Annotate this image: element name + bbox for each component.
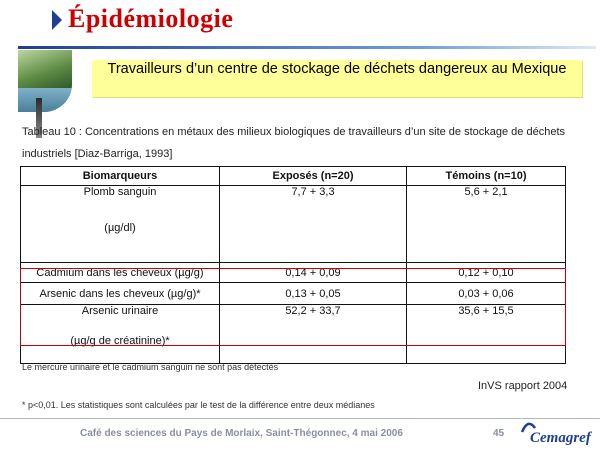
cell-exposes: 7,7 + 3,3 — [220, 186, 407, 263]
footer-text: Café des sciences du Pays de Morlaix, Saint-Thégonnec, 4 mai 2006 — [80, 428, 403, 439]
biomarker-unit: (µg/g de créatinine)* — [70, 335, 170, 347]
footer-divider — [0, 418, 600, 419]
subtitle-box: Travailleurs d’un centre de stockage de déchets dangereux au Mexique — [92, 60, 582, 97]
table-header-row — [21, 167, 566, 186]
logo-text: Cemagref — [530, 430, 591, 446]
cemagref-logo — [520, 418, 600, 450]
title-chevron-icon — [52, 10, 62, 30]
table-row — [21, 263, 566, 283]
cell-exposes: 0,14 + 0,09 — [220, 263, 407, 283]
table-caption: Tableau 10 : Concentrations en métaux des milieux biologiques de travailleurs d’un site de stockage de déchets industriels [Diaz-Barriga, 1993] — [22, 126, 565, 160]
note-statistics: * p<0,01. Les statistiques sont calculées par le test de la différence entre deux médianes — [22, 400, 375, 410]
header-biomarqueurs: Biomarqueurs — [21, 167, 220, 186]
biomarker-table — [20, 166, 566, 364]
table-row — [21, 186, 566, 263]
cell-temoins: 5,6 + 2,1 — [407, 186, 566, 263]
cell-exposes: 0,13 + 0,05 — [220, 283, 407, 305]
note-detection: Le mercure urinaire et le cadmium sanguin ne sont pas détectés — [22, 362, 279, 372]
header-exposes: Exposés (n=20) — [220, 167, 407, 186]
biomarker-label: Plomb sanguin — [83, 186, 157, 198]
photo-water — [18, 88, 72, 112]
table-row — [21, 305, 566, 364]
cell-biomarker: Cadmium dans les cheveux (µg/g) — [21, 263, 220, 283]
cell-biomarker — [21, 305, 220, 364]
cell-temoins: 35,6 + 15,5 — [407, 305, 566, 364]
page-number: 45 — [493, 428, 505, 439]
cell-exposes: 52,2 + 33,7 — [220, 305, 407, 364]
biomarker-unit: (µg/dl) — [104, 222, 136, 234]
source-reference: InVS rapport 2004 — [478, 380, 568, 392]
header-temoins: Témoins (n=10) — [407, 167, 566, 186]
cell-temoins: 0,03 + 0,06 — [407, 283, 566, 305]
page-title: Épidémiologie — [68, 4, 234, 33]
table-row — [21, 283, 566, 305]
cell-temoins: 0,12 + 0,10 — [407, 263, 566, 283]
landscape-photo — [18, 50, 72, 112]
cell-biomarker — [21, 186, 220, 263]
title-divider — [18, 46, 596, 49]
biomarker-label: Arsenic urinaire — [81, 305, 159, 317]
cell-biomarker: Arsenic dans les cheveux (µg/g)* — [21, 283, 220, 305]
